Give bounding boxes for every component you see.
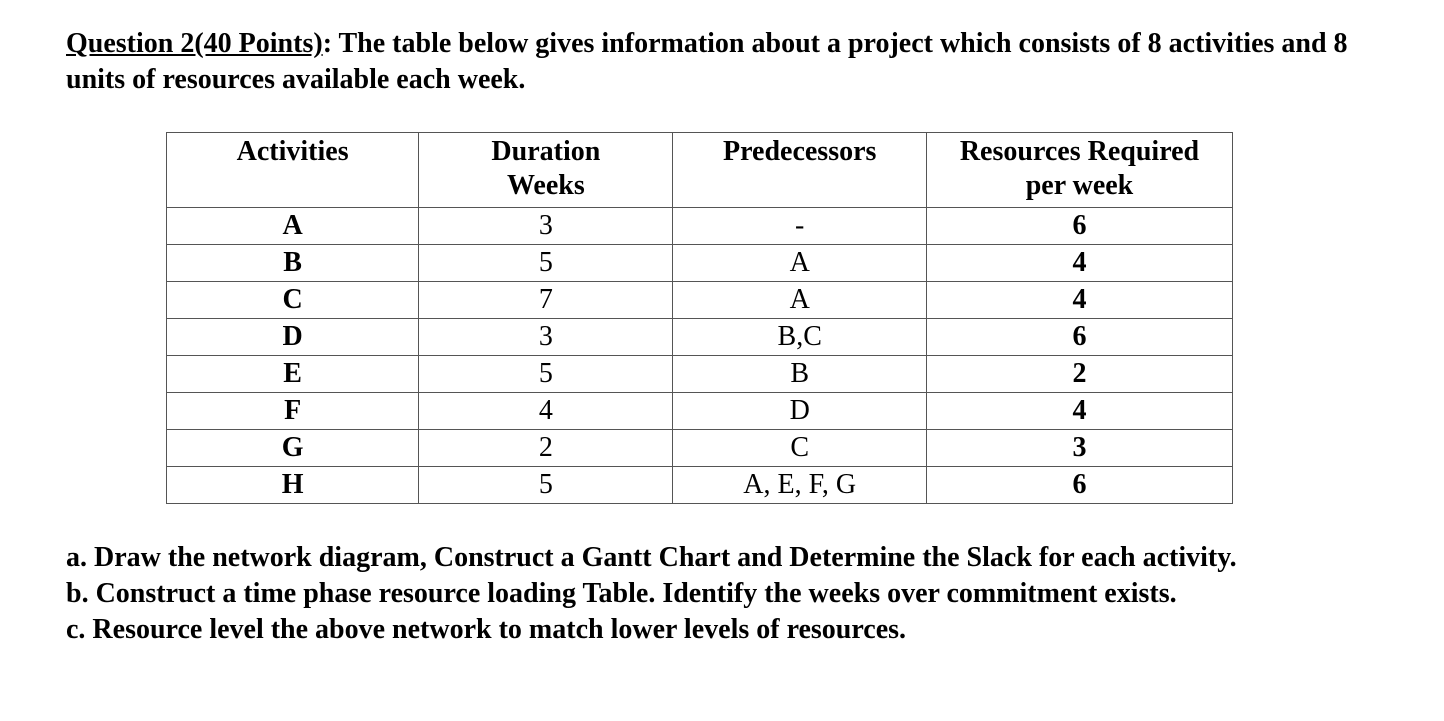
table-row bbox=[167, 319, 1233, 356]
cell-duration: 5 bbox=[419, 245, 673, 282]
cell-activity: F bbox=[167, 393, 419, 430]
header-duration: Duration Weeks bbox=[419, 133, 673, 208]
question-intro-text: The table below gives information about a project which consists of 8 activities and 8 units of resources available each week. bbox=[66, 28, 1348, 95]
cell-predecessors: - bbox=[673, 208, 926, 245]
header-resources: Resources Required per week bbox=[926, 133, 1232, 208]
cell-duration: 5 bbox=[419, 356, 673, 393]
question-label: Question 2(40 Points) bbox=[66, 28, 323, 59]
project-activity-table bbox=[166, 132, 1233, 504]
table-row bbox=[167, 430, 1233, 467]
cell-duration: 3 bbox=[419, 319, 673, 356]
cell-resources: 3 bbox=[926, 430, 1232, 467]
cell-resources: 4 bbox=[926, 282, 1232, 319]
cell-predecessors: B bbox=[673, 356, 926, 393]
question-b: b. Construct a time phase resource loading Table. Identify the weeks over commitment exists. bbox=[66, 578, 1177, 609]
cell-activity: H bbox=[167, 467, 419, 504]
cell-predecessors: A bbox=[673, 282, 926, 319]
question-colon: : bbox=[322, 28, 333, 59]
header-activities: Activities bbox=[167, 133, 419, 208]
cell-resources: 6 bbox=[926, 208, 1232, 245]
cell-activity: A bbox=[167, 208, 419, 245]
cell-duration: 4 bbox=[419, 393, 673, 430]
cell-resources: 4 bbox=[926, 245, 1232, 282]
header-predecessors: Predecessors bbox=[673, 133, 926, 208]
cell-activity: C bbox=[167, 282, 419, 319]
table-row bbox=[167, 393, 1233, 430]
question-c: c. Resource level the above network to match lower levels of resources. bbox=[66, 614, 907, 645]
table-row bbox=[167, 245, 1233, 282]
cell-predecessors: B,C bbox=[673, 319, 926, 356]
cell-predecessors: C bbox=[673, 430, 926, 467]
cell-resources: 2 bbox=[926, 356, 1232, 393]
cell-predecessors: A, E, F, G bbox=[673, 467, 926, 504]
cell-resources: 6 bbox=[926, 319, 1232, 356]
cell-activity: E bbox=[167, 356, 419, 393]
cell-activity: D bbox=[167, 319, 419, 356]
table-row bbox=[167, 356, 1233, 393]
table-row bbox=[167, 467, 1233, 504]
cell-resources: 6 bbox=[926, 467, 1232, 504]
cell-duration: 2 bbox=[419, 430, 673, 467]
table-row bbox=[167, 208, 1233, 245]
question-a: a. Draw the network diagram, Construct a Gantt Chart and Determine the Slack for each activity. bbox=[66, 542, 1237, 573]
cell-activity: G bbox=[167, 430, 419, 467]
cell-predecessors: D bbox=[673, 393, 926, 430]
cell-activity: B bbox=[167, 245, 419, 282]
cell-duration: 7 bbox=[419, 282, 673, 319]
cell-predecessors: A bbox=[673, 245, 926, 282]
cell-duration: 5 bbox=[419, 467, 673, 504]
cell-resources: 4 bbox=[926, 393, 1232, 430]
question-intro bbox=[66, 26, 1396, 98]
table-row bbox=[167, 282, 1233, 319]
cell-duration: 3 bbox=[419, 208, 673, 245]
table-header-row bbox=[167, 133, 1233, 208]
question-list bbox=[66, 540, 1396, 648]
